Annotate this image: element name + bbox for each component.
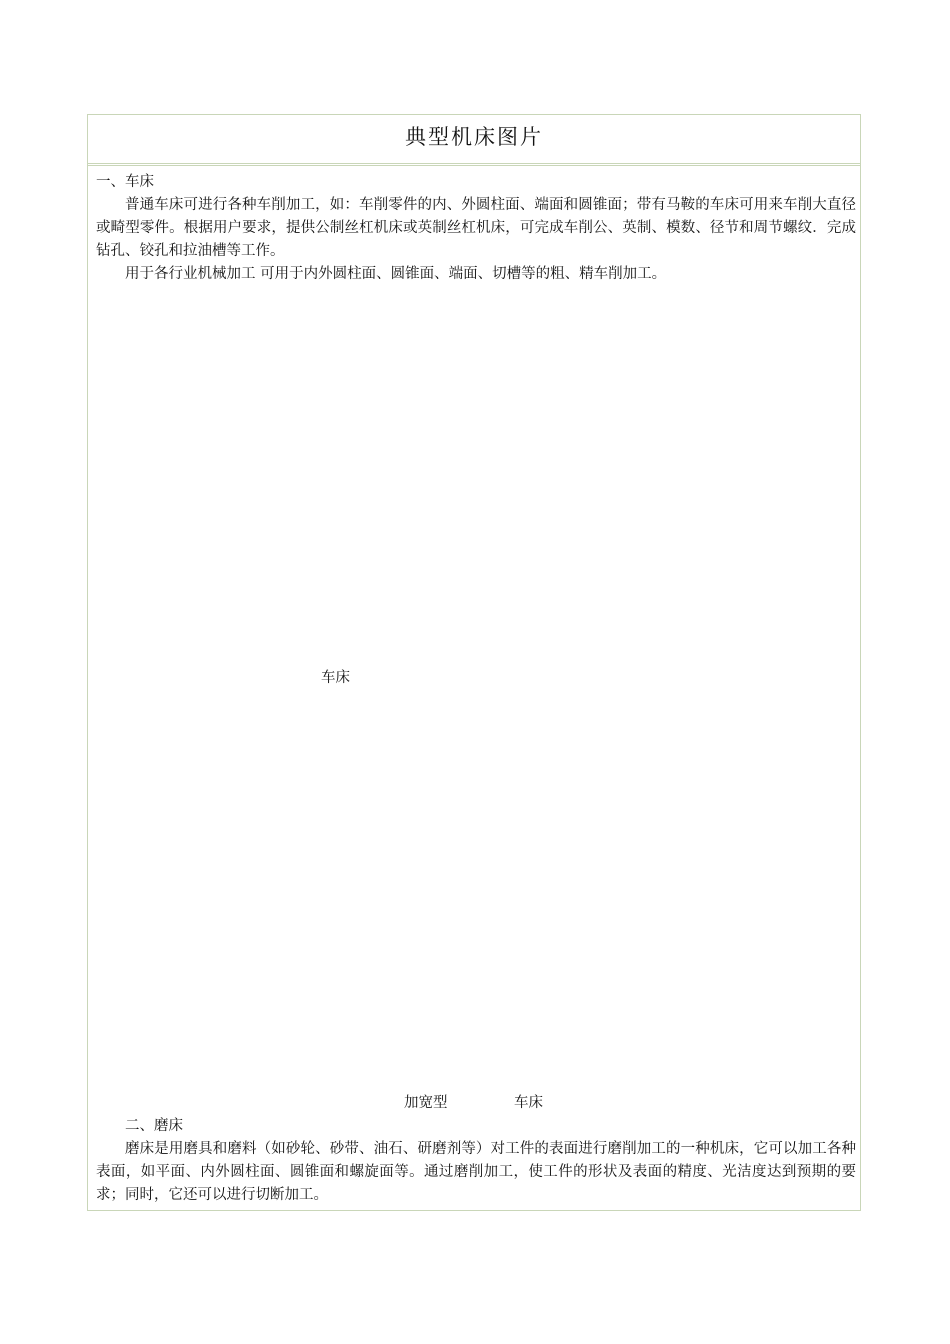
lathe-paragraph-2: 用于各行业机械加工 可用于内外圆柱面、圆锥面、端面、切槽等的粗、精车削加工。	[125, 266, 667, 282]
grinder-paragraph-1: 磨床是用磨具和磨料（如砂轮、砂带、油石、研磨剂等）对工件的表面进行磨削加工的一种机床，它可以加工各种表面，如平面、内外圆柱面、圆锥面和螺旋面等。通过磨削加工，使工件的形状及表面的精度、光洁度达到预期的要求；同时，它还可以进行切断加工。	[96, 1141, 856, 1203]
figure-caption-wide-lathe: 车床	[514, 1095, 543, 1111]
section-heading-lathe: 一、车床	[96, 174, 154, 190]
section-lathe	[96, 171, 856, 286]
figure-caption-wide-type: 加宽型	[404, 1095, 448, 1111]
figure-caption-lathe: 车床	[321, 670, 350, 686]
lathe-paragraph-1: 普通车床可进行各种车削加工，如：车削零件的内、外圆柱面、端面和圆锥面；带有马鞍的车床可用来车削大直径或畸型零件。根据用户要求，提供公制丝杠机床或英制丝杠机床，可完成车削公、英制、模数、径节和周节螺纹．完成钻孔、铰孔和拉油槽等工作。	[96, 197, 856, 259]
document-table	[87, 114, 861, 1211]
section-grinder	[96, 1115, 856, 1207]
document-title: 典型机床图片	[88, 115, 860, 166]
section-heading-grinder: 二、磨床	[125, 1118, 183, 1134]
